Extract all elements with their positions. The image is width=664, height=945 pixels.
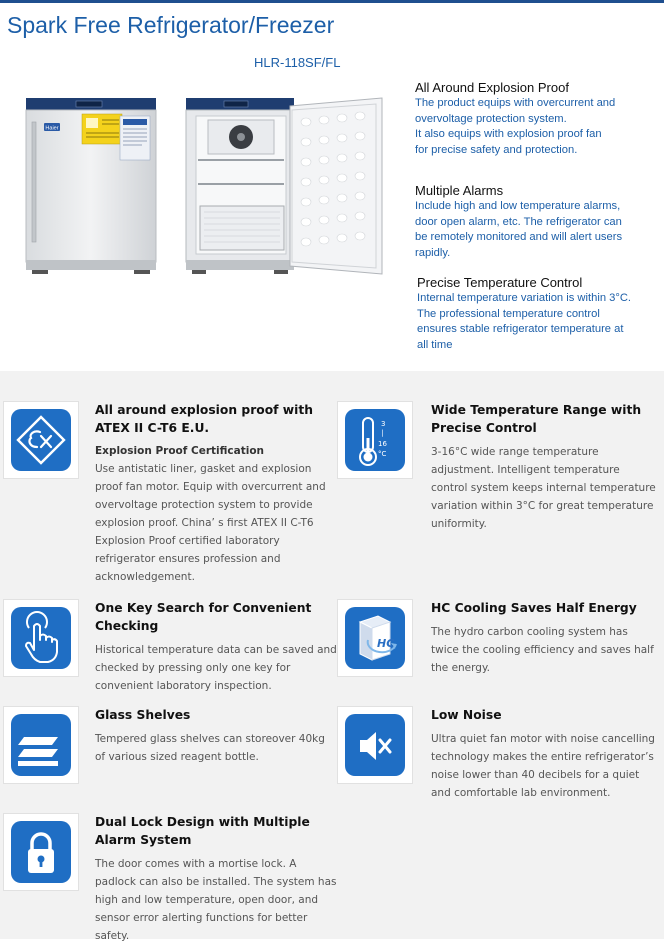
hand-press-icon <box>4 600 78 676</box>
thermo-label-max: 16 <box>378 440 387 448</box>
spec-explosion-proof <box>415 80 655 158</box>
feature-hc-cooling <box>431 599 657 677</box>
feature-dual-lock <box>95 813 337 945</box>
glass-shelves-icon <box>4 707 78 783</box>
thermo-label-bar: | <box>381 429 384 437</box>
thermo-label-unit: °C <box>378 450 387 458</box>
spec-text: Include high and low temperature alarms, door open alarm, etc. The refrigerator can be remotely monitored and will alert users rapidly. <box>415 200 623 259</box>
feature-title: All around explosion proof with ATEX II C-T6 E.U. <box>95 403 313 435</box>
spec-title: Multiple Alarms <box>415 183 504 198</box>
feature-icon-box <box>337 599 413 677</box>
feature-description: Historical temperature data can be saved and checked by pressing only one key for convenient laboratory inspection. <box>95 644 337 692</box>
spec-text: Internal temperature variation is within 3°C. The professional temperature control ensures stable refrigerator temperature at all time <box>417 292 632 351</box>
closed-refrigerator-image <box>24 96 158 276</box>
feature-icon-box <box>337 401 413 479</box>
spec-title: Precise Temperature Control <box>417 275 583 290</box>
feature-title: Dual Lock Design with Multiple Alarm System <box>95 815 310 847</box>
ex-icon <box>4 402 78 478</box>
feature-description: The door comes with a mortise lock. A padlock can also be installed. The system has high and low temperature, open door, and sensor error alerting functions for better safety. <box>95 858 337 942</box>
feature-icon-box <box>3 706 79 784</box>
feature-title: Low Noise <box>431 708 502 722</box>
thermo-label-min: 3 <box>381 420 386 428</box>
feature-one-key-search <box>95 599 337 695</box>
spec-multiple-alarms <box>415 183 655 261</box>
hc-cooling-icon <box>338 600 412 676</box>
padlock-icon <box>4 814 78 890</box>
feature-glass-shelves <box>95 706 337 766</box>
spec-temperature-control <box>417 275 657 353</box>
feature-icon-box <box>3 813 79 891</box>
brand-badge: Haier <box>45 125 59 132</box>
feature-temperature-range <box>431 401 657 533</box>
feature-description: Use antistatic liner, gasket and explosion proof fan motor. Equip with overcurrent and overvoltage protection system to provide explosion proof. China’ s first ATEX II C-T6 Explosion Proof certified laboratory refrigerator ensures profession and acknowledgement. <box>95 463 326 583</box>
feature-title: Wide Temperature Range with Precise Control <box>431 403 642 435</box>
open-refrigerator-image <box>184 96 384 278</box>
page-title: Spark Free Refrigerator/Freezer <box>7 12 335 38</box>
thermometer-icon <box>338 402 412 478</box>
mute-speaker-icon <box>338 707 412 783</box>
feature-icon-box <box>3 599 79 677</box>
feature-description: 3-16°C wide range temperature adjustment. Intelligent temperature control system keeps internal temperature variation within 3°C for great temperature uniformity. <box>431 446 656 530</box>
top-rule <box>0 0 664 3</box>
spec-text: The product equips with overcurrent and overvoltage protection system. It also equips with explosion proof fan for precise safety and protection. <box>415 97 616 156</box>
feature-subtitle: Explosion Proof Certification <box>95 445 265 457</box>
feature-icon-box <box>3 401 79 479</box>
feature-title: Glass Shelves <box>95 708 191 722</box>
feature-title: One Key Search for Convenient Checking <box>95 601 312 633</box>
feature-description: Tempered glass shelves can storeover 40kg of various sized reagent bottle. <box>95 733 325 763</box>
model-number: HLR-118SF/FL <box>254 55 341 70</box>
feature-low-noise <box>431 706 657 802</box>
feature-title: HC Cooling Saves Half Energy <box>431 601 637 615</box>
feature-description: The hydro carbon cooling system has twice the cooling efficiency and saves half the energy. <box>431 626 654 674</box>
hc-label: HC <box>377 637 395 650</box>
feature-icon-box <box>337 706 413 784</box>
feature-description: Ultra quiet fan motor with noise cancelling technology makes the entire refrigerator’s noise lower than 40 decibels for a quiet and comfortable lab environment. <box>431 733 655 799</box>
spec-title: All Around Explosion Proof <box>415 80 569 95</box>
feature-explosion-proof <box>95 401 337 586</box>
